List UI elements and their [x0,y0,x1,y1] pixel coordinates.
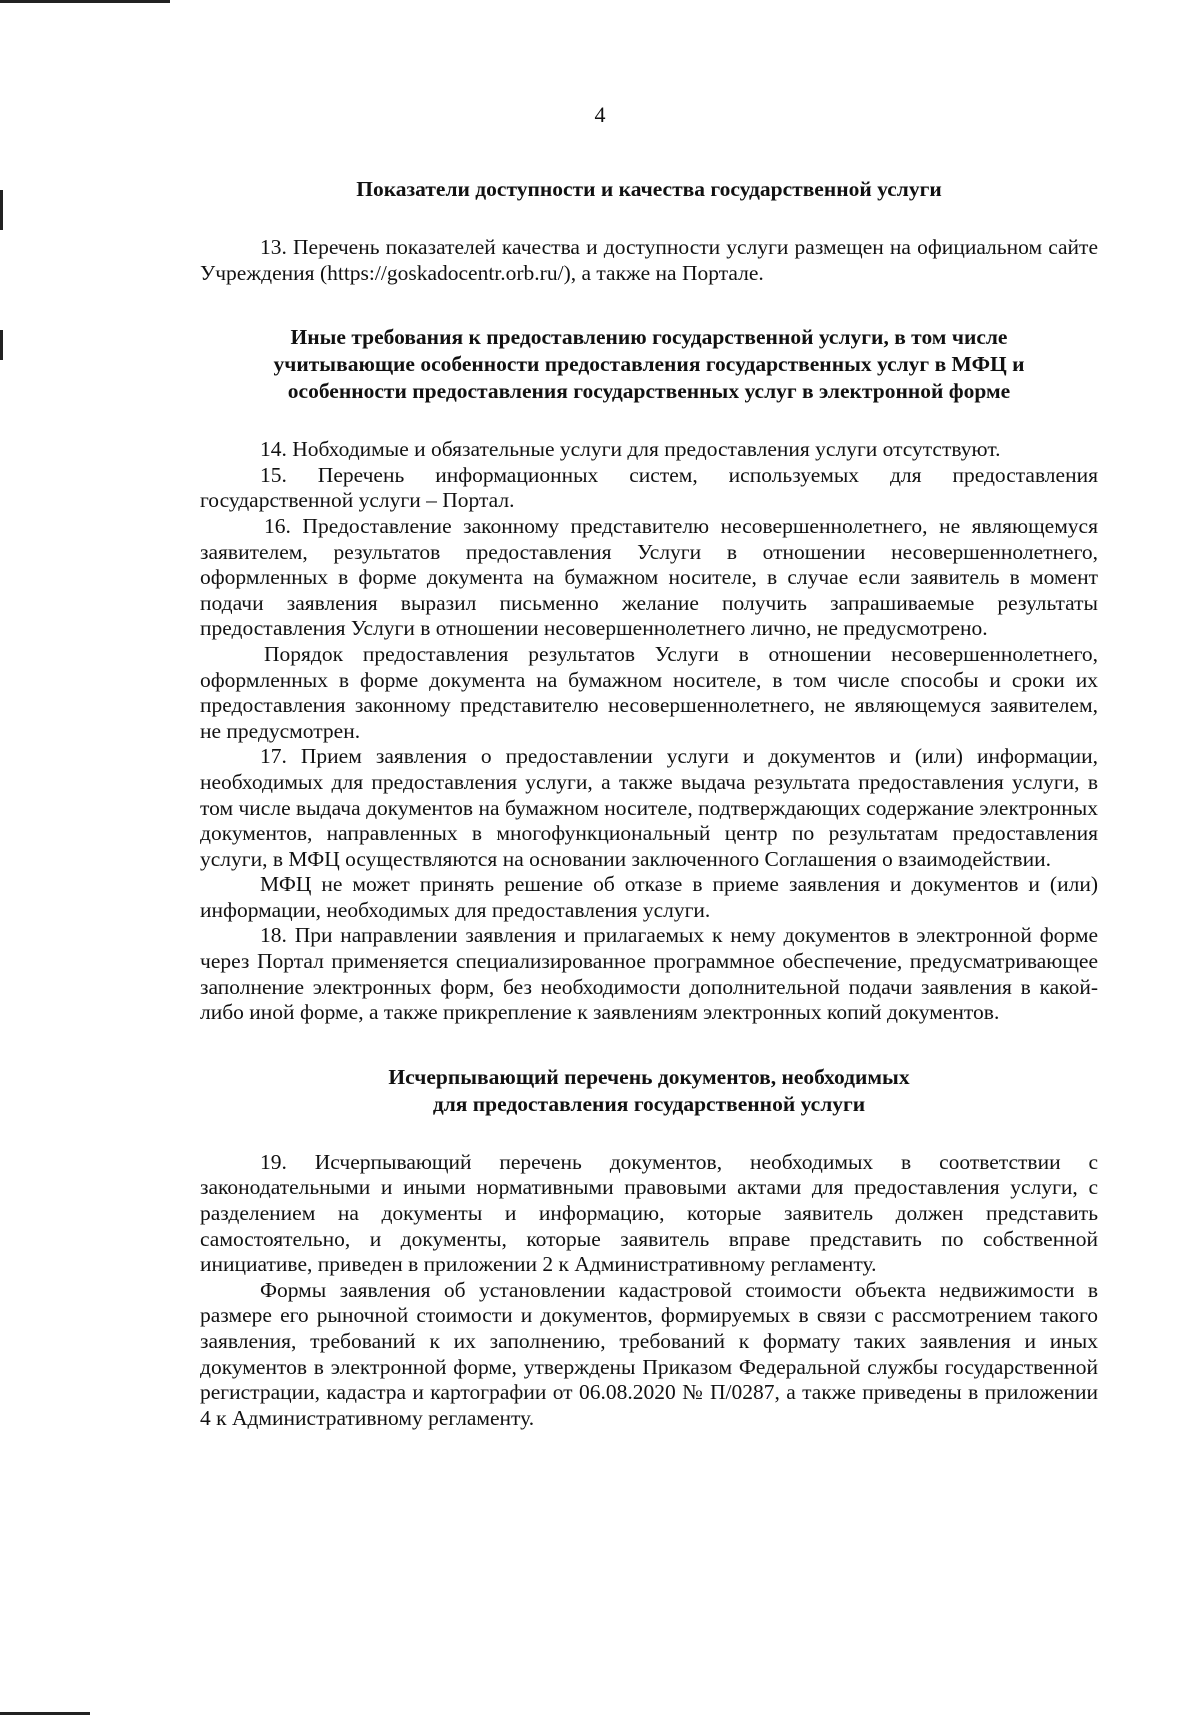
section-heading-availability: Показатели доступности и качества государственной услуги [356,177,942,201]
paragraph-15: 15. Перечень информационных систем, используемых для предоставления государственной услуги – Портал. [200,462,1098,513]
section-heading-other-requirements-line-3: особенности предоставления государственных услуг в электронной форме [287,379,1011,404]
paragraph-19: 19. Исчерпывающий перечень документов, необходимых в соответствии с законодательными и иными нормативными правовыми актами для предоставления услуги, с разделением на документы и информацию, которые заявитель должен представить самостоятельно, и документы, которые заявитель вправе представить по собственной инициативе, приведен в приложении 2 к Административному регламенту. [200,1149,1098,1277]
document-body [200,176,1098,1431]
paragraph-17: 17. Прием заявления о предоставлении услуги и документов и (или) информации, необходимых для предоставления услуги, а также выдача результата предоставления услуги, в том числе выдача документов на бумажном носителе, подтверждающих содержание электронных документов, направленных в многофункциональный центр по результатам предоставления услуги, в МФЦ осуществляются на основании заключенного Соглашения о взаимодействии. [200,744,1098,871]
paragraph-16: 16. Предоставление законному представителю несовершеннолетнего, не являющемуся заявителем, результатов предоставления Услуги в отношении несовершеннолетнего, оформленных в форме документа на бумажном носителе, в случае если заявитель в момент подачи заявления выразил письменно желание получить запрашиваемые результаты предоставления Услуги в отношении несовершеннолетнего лично, не предусмотрено. [200,513,1098,641]
paragraph-18: 18. При направлении заявления и прилагаемых к нему документов в электронной форме через Портал применяется специализированное программное обеспечение, предусматривающее заполнение электронных форм, без необходимости дополнительной подачи заявления в какой-либо иной форме, а также прикрепление к заявлениям электронных копий документов. [200,923,1098,1025]
section-heading-other-requirements-line-2: учитывающие особенности предоставления государственных услуг в МФЦ и [273,352,1025,377]
paragraph-17-continuation: МФЦ не может принять решение об отказе в приеме заявления и документов и (или) информации, необходимых для предоставления услуги. [200,872,1098,922]
section-heading-documents-line-2: для предоставления государственной услуги [432,1091,866,1116]
paragraph-19-continuation: Формы заявления об установлении кадастровой стоимости объекта недвижимости в размере его рыночной стоимости и документов, формируемых в связи с рассмотрением такого заявления, требований к их заполнению, требований к формату таких заявления и иных документов в электронной форме, утверждены Приказом Федеральной службы государственной регистрации, кадастра и картографии от 06.08.2020 № П/0287, а также приведены в приложении 4 к Административному регламенту. [200,1277,1098,1430]
section-heading-other-requirements-line-1: Иные требования к предоставлению государственной услуги, в том числе [290,325,1008,350]
paragraph-14: 14. Нобходимые и обязательные услуги для предоставления услуги отсутствуют. [260,437,1001,462]
paragraph-16-continuation: Порядок предоставления результатов Услуги в отношении несовершеннолетнего, оформленных в форме документа на бумажном носителе, в том числе способы и сроки их предоставления законному представителю несовершеннолетнего, не являющемуся заявителем, не предусмотрен. [200,641,1098,743]
section-heading-documents-line-1: Исчерпывающий перечень документов, необходимых [388,1064,910,1089]
paragraph-13: 13. Перечень показателей качества и доступности услуги размещен на официальном сайте Учреждения (https://goskadocentr.orb.ru/), а также на Портале. [200,235,1098,285]
page-number: 4 [594,102,606,127]
